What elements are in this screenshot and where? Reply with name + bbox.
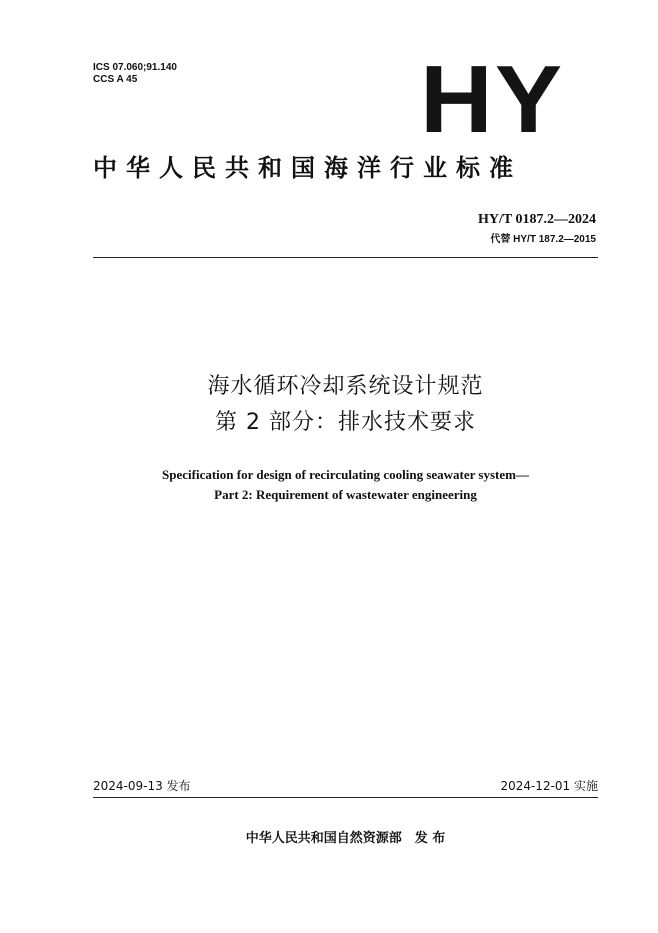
header-divider <box>93 257 598 258</box>
title-zh-line1: 海水循环冷却系统设计规范 <box>207 374 484 399</box>
issue-date: 2024-09-13 发布 <box>93 779 191 793</box>
classification-codes <box>93 62 177 86</box>
standard-number: HY/T 0187.2—2024 <box>478 212 596 227</box>
ccs-code: CCS A 45 <box>93 74 138 85</box>
standard-type-heading: 中华人民共和国海洋行业标准 <box>93 154 522 182</box>
footer-divider <box>93 797 598 798</box>
title-zh-line2: 第 2 部分：排水技术要求 <box>215 410 476 435</box>
ics-code: ICS 07.060;91.140 <box>93 62 177 73</box>
implementation-date: 2024-12-01 实施 <box>500 779 598 793</box>
title-en-line2: Part 2: Requirement of wastewater engineering <box>214 487 477 502</box>
hy-logo: HY <box>420 46 565 153</box>
publisher: 中华人民共和国自然资源部 发 布 <box>245 831 446 846</box>
title-en-line1: Specification for design of recirculating cooling seawater system— <box>162 467 529 482</box>
replaces-standard: 代替 HY/T 187.2—2015 <box>490 234 596 245</box>
